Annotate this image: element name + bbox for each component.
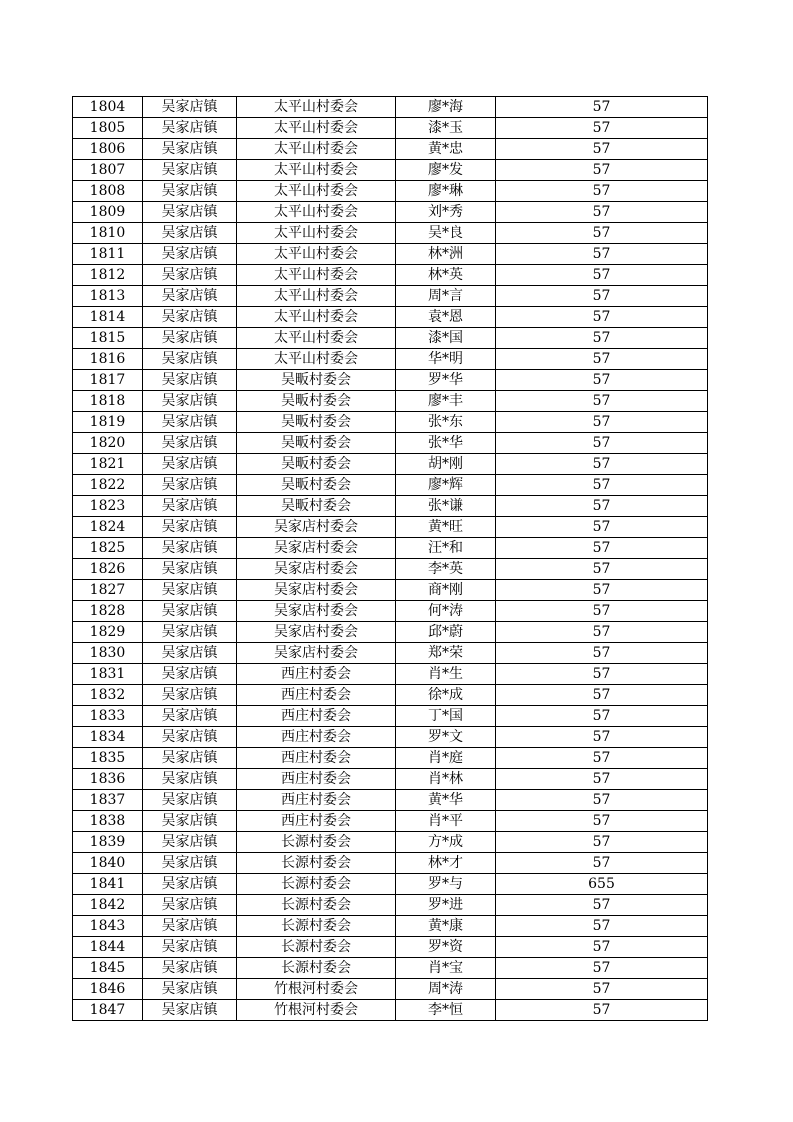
row-number-cell: 1836 — [73, 769, 143, 790]
amount-cell: 57 — [496, 580, 708, 601]
person-name-cell: 方*成 — [396, 832, 496, 853]
village-committee-cell: 太平山村委会 — [237, 286, 396, 307]
amount-cell: 57 — [496, 706, 708, 727]
table-row — [73, 748, 708, 769]
town-cell: 吴家店镇 — [143, 118, 237, 139]
town-cell: 吴家店镇 — [143, 664, 237, 685]
person-name-cell: 胡*刚 — [396, 454, 496, 475]
row-number-cell: 1819 — [73, 412, 143, 433]
row-number-cell: 1844 — [73, 937, 143, 958]
amount-cell: 57 — [496, 853, 708, 874]
amount-cell: 57 — [496, 265, 708, 286]
row-number-cell: 1825 — [73, 538, 143, 559]
amount-cell: 57 — [496, 622, 708, 643]
row-number-cell: 1804 — [73, 97, 143, 118]
row-number-cell: 1826 — [73, 559, 143, 580]
town-cell: 吴家店镇 — [143, 958, 237, 979]
row-number-cell: 1820 — [73, 433, 143, 454]
town-cell: 吴家店镇 — [143, 286, 237, 307]
table-row — [73, 391, 708, 412]
town-cell: 吴家店镇 — [143, 643, 237, 664]
town-cell: 吴家店镇 — [143, 496, 237, 517]
amount-cell: 57 — [496, 202, 708, 223]
amount-cell: 655 — [496, 874, 708, 895]
village-committee-cell: 长源村委会 — [237, 853, 396, 874]
person-name-cell: 肖*庭 — [396, 748, 496, 769]
village-committee-cell: 西庄村委会 — [237, 685, 396, 706]
table-row — [73, 727, 708, 748]
village-committee-cell: 吴家店村委会 — [237, 580, 396, 601]
row-number-cell: 1812 — [73, 265, 143, 286]
table-row — [73, 475, 708, 496]
village-committee-cell: 吴畈村委会 — [237, 412, 396, 433]
table-row — [73, 538, 708, 559]
table-row — [73, 790, 708, 811]
table-row — [73, 664, 708, 685]
amount-cell: 57 — [496, 811, 708, 832]
row-number-cell: 1835 — [73, 748, 143, 769]
table-row — [73, 958, 708, 979]
amount-cell: 57 — [496, 349, 708, 370]
village-committee-cell: 长源村委会 — [237, 874, 396, 895]
village-committee-cell: 西庄村委会 — [237, 811, 396, 832]
table-row — [73, 853, 708, 874]
village-committee-cell: 吴畈村委会 — [237, 433, 396, 454]
person-name-cell: 廖*发 — [396, 160, 496, 181]
town-cell: 吴家店镇 — [143, 748, 237, 769]
town-cell: 吴家店镇 — [143, 559, 237, 580]
town-cell: 吴家店镇 — [143, 139, 237, 160]
town-cell: 吴家店镇 — [143, 979, 237, 1000]
table-row — [73, 916, 708, 937]
row-number-cell: 1823 — [73, 496, 143, 517]
person-name-cell: 丁*国 — [396, 706, 496, 727]
town-cell: 吴家店镇 — [143, 265, 237, 286]
row-number-cell: 1834 — [73, 727, 143, 748]
row-number-cell: 1827 — [73, 580, 143, 601]
amount-cell: 57 — [496, 160, 708, 181]
amount-cell: 57 — [496, 664, 708, 685]
town-cell: 吴家店镇 — [143, 685, 237, 706]
town-cell: 吴家店镇 — [143, 790, 237, 811]
town-cell: 吴家店镇 — [143, 370, 237, 391]
row-number-cell: 1847 — [73, 1000, 143, 1021]
person-name-cell: 林*才 — [396, 853, 496, 874]
town-cell: 吴家店镇 — [143, 433, 237, 454]
row-number-cell: 1841 — [73, 874, 143, 895]
amount-cell: 57 — [496, 517, 708, 538]
row-number-cell: 1837 — [73, 790, 143, 811]
amount-cell: 57 — [496, 433, 708, 454]
town-cell: 吴家店镇 — [143, 454, 237, 475]
table-row — [73, 769, 708, 790]
amount-cell: 57 — [496, 916, 708, 937]
amount-cell: 57 — [496, 286, 708, 307]
row-number-cell: 1818 — [73, 391, 143, 412]
person-name-cell: 李*英 — [396, 559, 496, 580]
town-cell: 吴家店镇 — [143, 937, 237, 958]
amount-cell: 57 — [496, 370, 708, 391]
amount-cell: 57 — [496, 97, 708, 118]
person-name-cell: 肖*生 — [396, 664, 496, 685]
table-row — [73, 328, 708, 349]
town-cell: 吴家店镇 — [143, 727, 237, 748]
village-committee-cell: 太平山村委会 — [237, 349, 396, 370]
village-committee-cell: 太平山村委会 — [237, 328, 396, 349]
row-number-cell: 1817 — [73, 370, 143, 391]
table-row — [73, 979, 708, 1000]
person-name-cell: 廖*丰 — [396, 391, 496, 412]
amount-cell: 57 — [496, 118, 708, 139]
person-name-cell: 周*涛 — [396, 979, 496, 1000]
table-row — [73, 349, 708, 370]
row-number-cell: 1822 — [73, 475, 143, 496]
town-cell: 吴家店镇 — [143, 391, 237, 412]
town-cell: 吴家店镇 — [143, 1000, 237, 1021]
person-name-cell: 郑*荣 — [396, 643, 496, 664]
village-committee-cell: 长源村委会 — [237, 916, 396, 937]
village-committee-cell: 太平山村委会 — [237, 181, 396, 202]
table-row — [73, 601, 708, 622]
village-committee-cell: 长源村委会 — [237, 832, 396, 853]
village-committee-cell: 西庄村委会 — [237, 727, 396, 748]
person-name-cell: 罗*进 — [396, 895, 496, 916]
town-cell: 吴家店镇 — [143, 349, 237, 370]
table-row — [73, 643, 708, 664]
town-cell: 吴家店镇 — [143, 622, 237, 643]
person-name-cell: 黄*忠 — [396, 139, 496, 160]
town-cell: 吴家店镇 — [143, 601, 237, 622]
person-name-cell: 李*恒 — [396, 1000, 496, 1021]
village-committee-cell: 吴畈村委会 — [237, 496, 396, 517]
town-cell: 吴家店镇 — [143, 895, 237, 916]
table-row — [73, 223, 708, 244]
row-number-cell: 1845 — [73, 958, 143, 979]
person-name-cell: 肖*平 — [396, 811, 496, 832]
person-name-cell: 华*明 — [396, 349, 496, 370]
town-cell: 吴家店镇 — [143, 181, 237, 202]
town-cell: 吴家店镇 — [143, 475, 237, 496]
town-cell: 吴家店镇 — [143, 874, 237, 895]
table-row — [73, 559, 708, 580]
village-committee-cell: 西庄村委会 — [237, 748, 396, 769]
village-committee-cell: 太平山村委会 — [237, 307, 396, 328]
amount-cell: 57 — [496, 391, 708, 412]
town-cell: 吴家店镇 — [143, 916, 237, 937]
amount-cell: 57 — [496, 958, 708, 979]
person-name-cell: 刘*秀 — [396, 202, 496, 223]
person-name-cell: 林*洲 — [396, 244, 496, 265]
town-cell: 吴家店镇 — [143, 706, 237, 727]
row-number-cell: 1811 — [73, 244, 143, 265]
row-number-cell: 1824 — [73, 517, 143, 538]
amount-cell: 57 — [496, 937, 708, 958]
village-committee-cell: 西庄村委会 — [237, 706, 396, 727]
town-cell: 吴家店镇 — [143, 97, 237, 118]
amount-cell: 57 — [496, 727, 708, 748]
village-committee-cell: 太平山村委会 — [237, 265, 396, 286]
row-number-cell: 1813 — [73, 286, 143, 307]
person-name-cell: 张*华 — [396, 433, 496, 454]
row-number-cell: 1831 — [73, 664, 143, 685]
village-committee-cell: 吴家店村委会 — [237, 559, 396, 580]
table-row — [73, 496, 708, 517]
amount-cell: 57 — [496, 895, 708, 916]
village-committee-cell: 长源村委会 — [237, 958, 396, 979]
town-cell: 吴家店镇 — [143, 769, 237, 790]
row-number-cell: 1805 — [73, 118, 143, 139]
village-committee-cell: 太平山村委会 — [237, 118, 396, 139]
person-name-cell: 张*谦 — [396, 496, 496, 517]
table-row — [73, 874, 708, 895]
village-committee-cell: 西庄村委会 — [237, 790, 396, 811]
village-committee-cell: 长源村委会 — [237, 937, 396, 958]
table-row — [73, 139, 708, 160]
table-row — [73, 517, 708, 538]
village-committee-cell: 吴家店村委会 — [237, 538, 396, 559]
village-committee-cell: 吴畈村委会 — [237, 391, 396, 412]
amount-cell: 57 — [496, 307, 708, 328]
village-committee-cell: 吴家店村委会 — [237, 622, 396, 643]
person-name-cell: 罗*与 — [396, 874, 496, 895]
table-row — [73, 286, 708, 307]
village-committee-cell: 吴家店村委会 — [237, 601, 396, 622]
person-name-cell: 黄*华 — [396, 790, 496, 811]
row-number-cell: 1829 — [73, 622, 143, 643]
person-name-cell: 何*涛 — [396, 601, 496, 622]
village-committee-cell: 吴畈村委会 — [237, 370, 396, 391]
row-number-cell: 1832 — [73, 685, 143, 706]
person-name-cell: 林*英 — [396, 265, 496, 286]
person-name-cell: 黄*旺 — [396, 517, 496, 538]
village-committee-cell: 太平山村委会 — [237, 160, 396, 181]
person-name-cell: 廖*辉 — [396, 475, 496, 496]
table-row — [73, 454, 708, 475]
row-number-cell: 1838 — [73, 811, 143, 832]
village-committee-cell: 太平山村委会 — [237, 139, 396, 160]
amount-cell: 57 — [496, 538, 708, 559]
village-committee-cell: 西庄村委会 — [237, 769, 396, 790]
village-committee-cell: 太平山村委会 — [237, 97, 396, 118]
person-name-cell: 罗*文 — [396, 727, 496, 748]
amount-cell: 57 — [496, 685, 708, 706]
table-row — [73, 160, 708, 181]
village-committee-cell: 吴家店村委会 — [237, 517, 396, 538]
row-number-cell: 1810 — [73, 223, 143, 244]
amount-cell: 57 — [496, 475, 708, 496]
row-number-cell: 1806 — [73, 139, 143, 160]
person-name-cell: 邱*蔚 — [396, 622, 496, 643]
town-cell: 吴家店镇 — [143, 853, 237, 874]
table-row — [73, 706, 708, 727]
village-committee-cell: 太平山村委会 — [237, 244, 396, 265]
row-number-cell: 1808 — [73, 181, 143, 202]
row-number-cell: 1807 — [73, 160, 143, 181]
table-row — [73, 580, 708, 601]
person-name-cell: 廖*海 — [396, 97, 496, 118]
town-cell: 吴家店镇 — [143, 328, 237, 349]
town-cell: 吴家店镇 — [143, 307, 237, 328]
table-body — [73, 97, 708, 1021]
amount-cell: 57 — [496, 832, 708, 853]
person-name-cell: 肖*宝 — [396, 958, 496, 979]
row-number-cell: 1843 — [73, 916, 143, 937]
person-name-cell: 周*言 — [396, 286, 496, 307]
table-row — [73, 433, 708, 454]
row-number-cell: 1833 — [73, 706, 143, 727]
amount-cell: 57 — [496, 244, 708, 265]
amount-cell: 57 — [496, 181, 708, 202]
town-cell: 吴家店镇 — [143, 412, 237, 433]
row-number-cell: 1809 — [73, 202, 143, 223]
amount-cell: 57 — [496, 496, 708, 517]
person-name-cell: 商*刚 — [396, 580, 496, 601]
table-row — [73, 370, 708, 391]
amount-cell: 57 — [496, 412, 708, 433]
data-table — [72, 96, 708, 1021]
table-row — [73, 895, 708, 916]
amount-cell: 57 — [496, 643, 708, 664]
table-row — [73, 265, 708, 286]
row-number-cell: 1821 — [73, 454, 143, 475]
person-name-cell: 罗*资 — [396, 937, 496, 958]
amount-cell: 57 — [496, 139, 708, 160]
person-name-cell: 徐*成 — [396, 685, 496, 706]
table-row — [73, 202, 708, 223]
person-name-cell: 罗*华 — [396, 370, 496, 391]
row-number-cell: 1815 — [73, 328, 143, 349]
table-row — [73, 1000, 708, 1021]
amount-cell: 57 — [496, 1000, 708, 1021]
table-row — [73, 97, 708, 118]
town-cell: 吴家店镇 — [143, 160, 237, 181]
table-row — [73, 118, 708, 139]
table-row — [73, 412, 708, 433]
row-number-cell: 1846 — [73, 979, 143, 1000]
village-committee-cell: 西庄村委会 — [237, 664, 396, 685]
amount-cell: 57 — [496, 454, 708, 475]
town-cell: 吴家店镇 — [143, 244, 237, 265]
person-name-cell: 吴*良 — [396, 223, 496, 244]
amount-cell: 57 — [496, 790, 708, 811]
person-name-cell: 肖*林 — [396, 769, 496, 790]
village-committee-cell: 竹根河村委会 — [237, 979, 396, 1000]
person-name-cell: 黄*康 — [396, 916, 496, 937]
village-committee-cell: 吴畈村委会 — [237, 454, 396, 475]
row-number-cell: 1828 — [73, 601, 143, 622]
table-row — [73, 307, 708, 328]
row-number-cell: 1830 — [73, 643, 143, 664]
amount-cell: 57 — [496, 601, 708, 622]
village-committee-cell: 吴畈村委会 — [237, 475, 396, 496]
village-committee-cell: 竹根河村委会 — [237, 1000, 396, 1021]
row-number-cell: 1840 — [73, 853, 143, 874]
amount-cell: 57 — [496, 979, 708, 1000]
town-cell: 吴家店镇 — [143, 538, 237, 559]
table-row — [73, 811, 708, 832]
amount-cell: 57 — [496, 748, 708, 769]
town-cell: 吴家店镇 — [143, 223, 237, 244]
village-committee-cell: 太平山村委会 — [237, 202, 396, 223]
town-cell: 吴家店镇 — [143, 202, 237, 223]
table-row — [73, 181, 708, 202]
row-number-cell: 1842 — [73, 895, 143, 916]
amount-cell: 57 — [496, 769, 708, 790]
person-name-cell: 漆*玉 — [396, 118, 496, 139]
amount-cell: 57 — [496, 223, 708, 244]
town-cell: 吴家店镇 — [143, 517, 237, 538]
amount-cell: 57 — [496, 328, 708, 349]
row-number-cell: 1816 — [73, 349, 143, 370]
person-name-cell: 汪*和 — [396, 538, 496, 559]
village-committee-cell: 长源村委会 — [237, 895, 396, 916]
town-cell: 吴家店镇 — [143, 832, 237, 853]
person-name-cell: 漆*国 — [396, 328, 496, 349]
person-name-cell: 张*东 — [396, 412, 496, 433]
town-cell: 吴家店镇 — [143, 580, 237, 601]
village-committee-cell: 太平山村委会 — [237, 223, 396, 244]
town-cell: 吴家店镇 — [143, 811, 237, 832]
table-row — [73, 622, 708, 643]
person-name-cell: 廖*琳 — [396, 181, 496, 202]
table-row — [73, 832, 708, 853]
person-name-cell: 袁*恩 — [396, 307, 496, 328]
table-row — [73, 244, 708, 265]
row-number-cell: 1814 — [73, 307, 143, 328]
table-row — [73, 685, 708, 706]
table-row — [73, 937, 708, 958]
row-number-cell: 1839 — [73, 832, 143, 853]
village-committee-cell: 吴家店村委会 — [237, 643, 396, 664]
amount-cell: 57 — [496, 559, 708, 580]
